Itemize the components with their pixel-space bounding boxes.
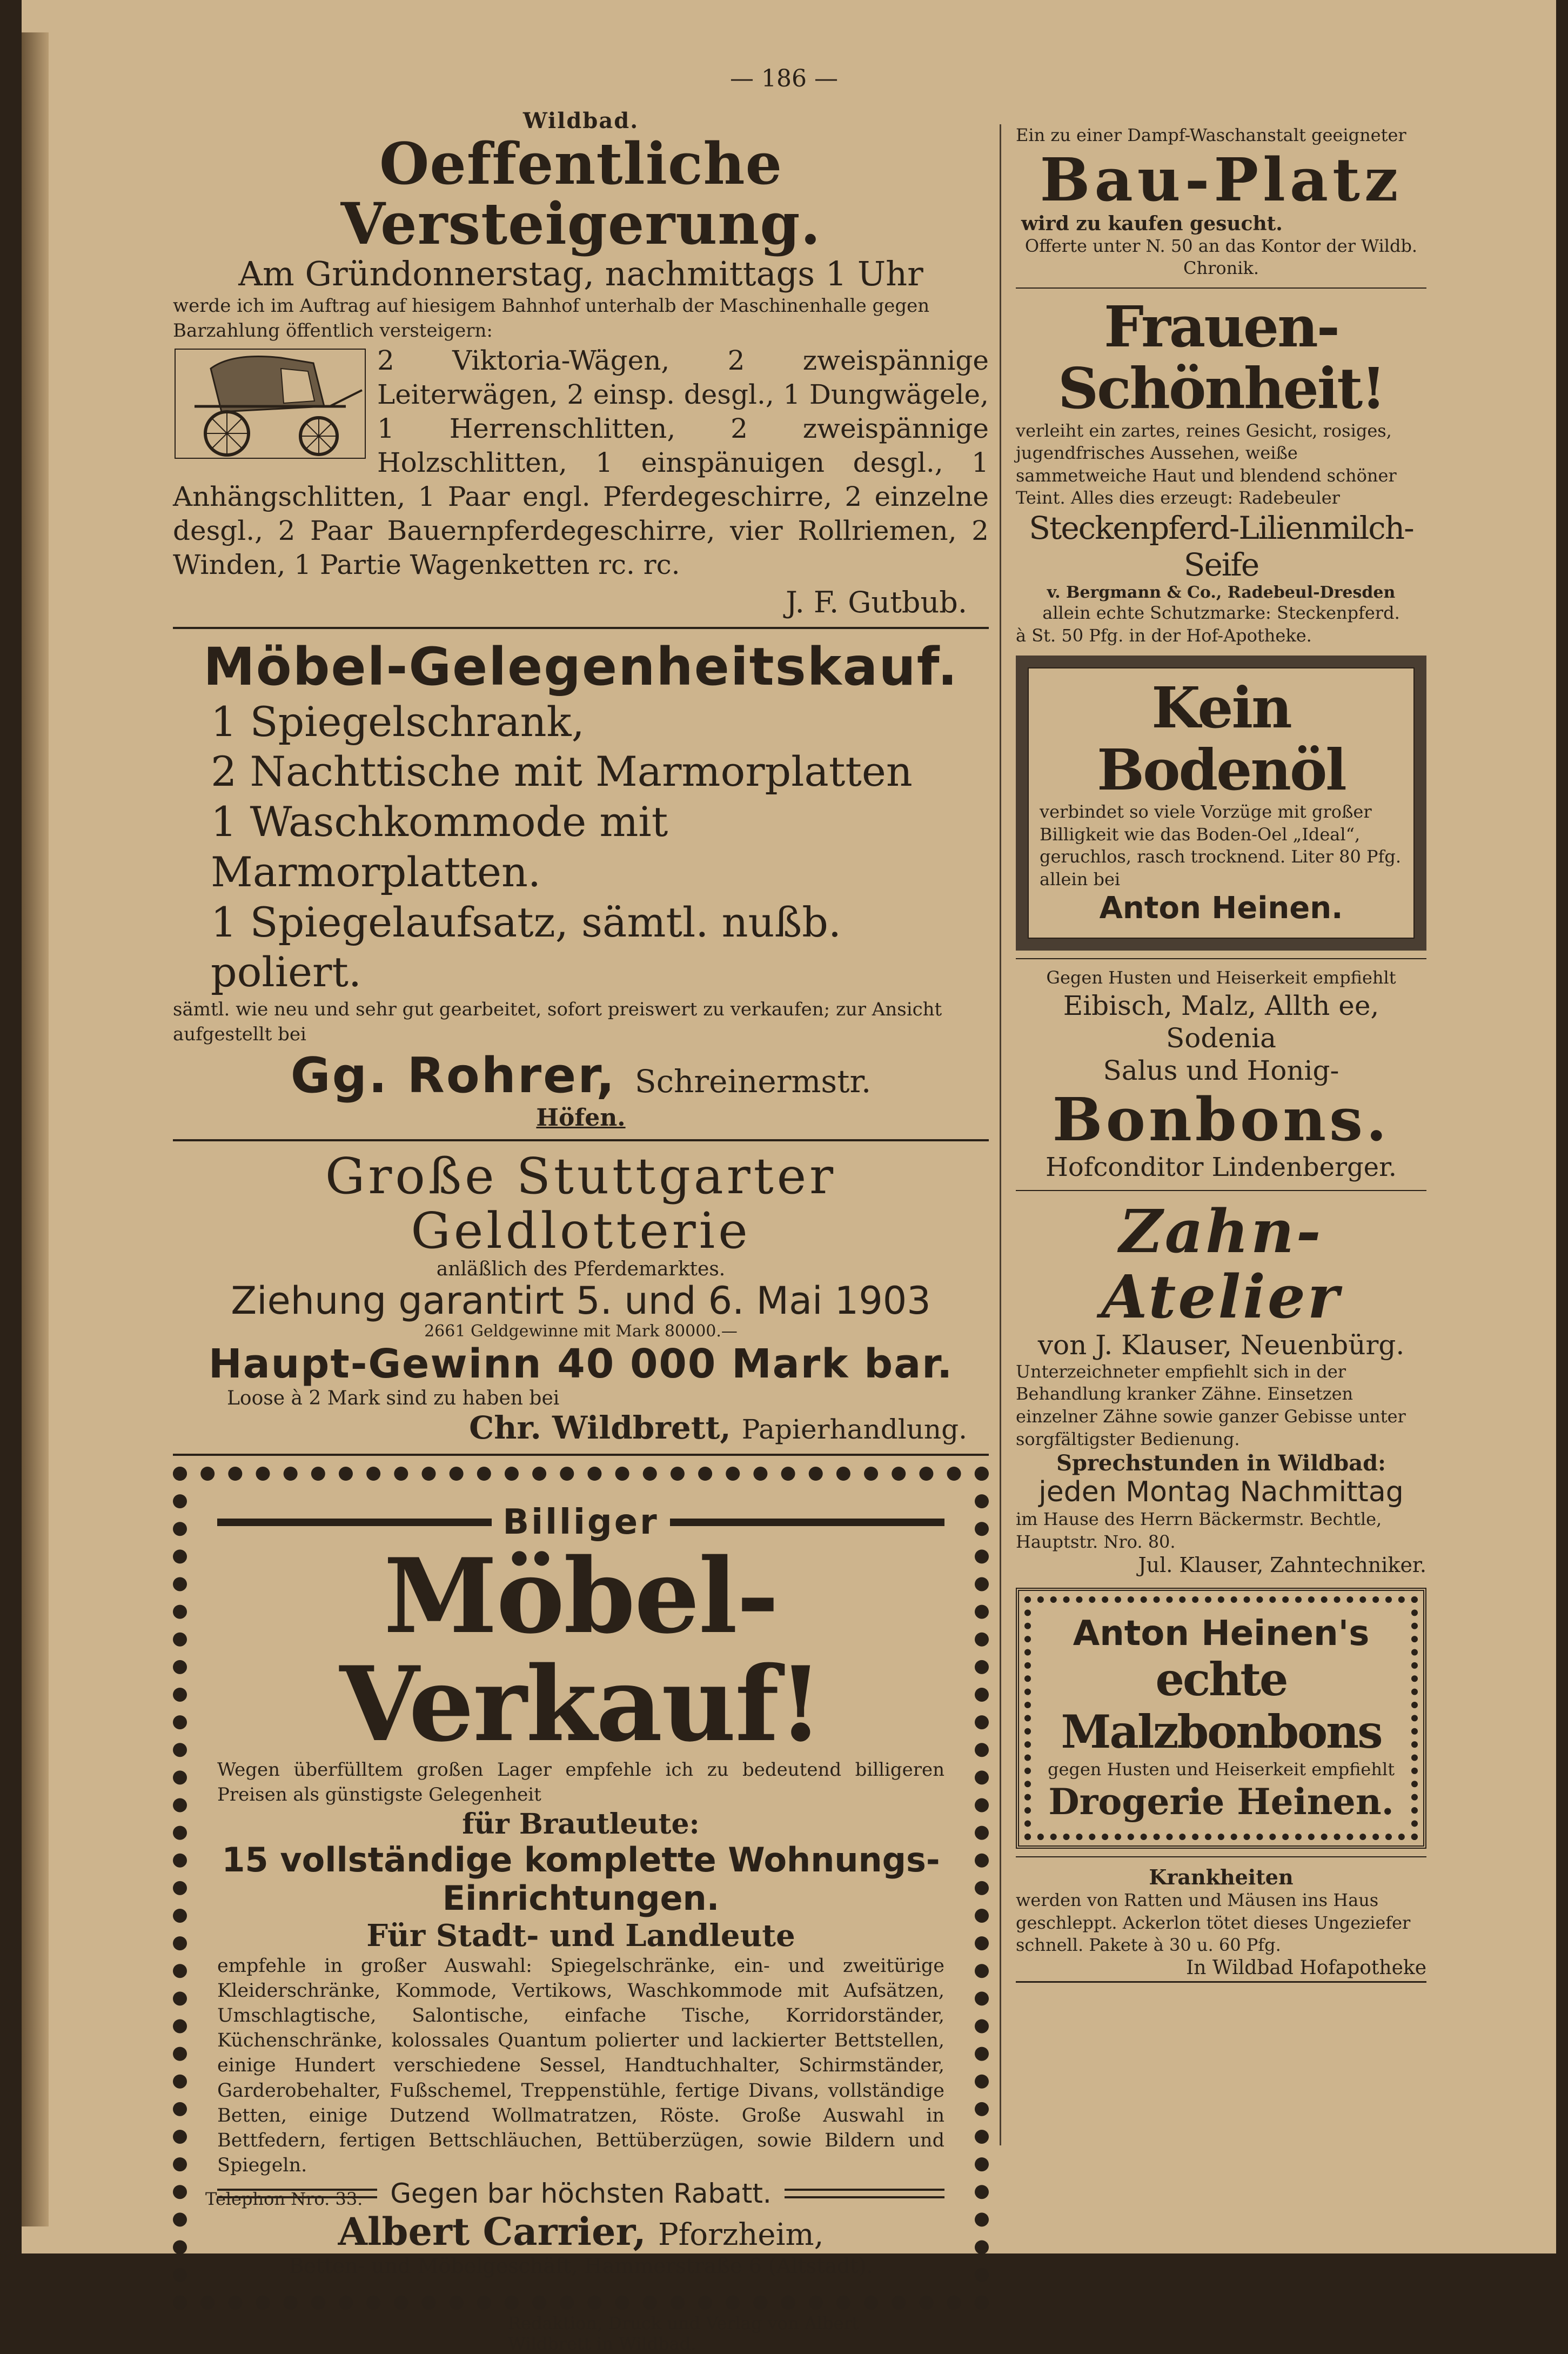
auction-subtitle: Am Gründonnerstag, nachmittags 1 Uhr xyxy=(238,253,923,293)
dentist-by: von J. Klauser, Neuenbürg. xyxy=(1037,1329,1405,1361)
floor-oil-text: verbindet so viele Vorzüge mit großer Billigkeit wie das Boden-Oel „Ideal“, geruchlos, rasch trocknend. Liter 80 Pfg. allein bei xyxy=(1040,801,1402,890)
pests-ad xyxy=(1016,1865,1426,1983)
seller-city: Pforzheim, xyxy=(658,2217,824,2253)
footer-telephone: Telephon Nro. 33. xyxy=(205,2189,363,2209)
furniture-sale-seller xyxy=(173,1047,989,1104)
page-binding-edge xyxy=(22,32,49,2226)
malt-bonbons-ad xyxy=(1016,1588,1426,1849)
auction-signature: J. F. Gutbub. xyxy=(786,585,967,619)
bonbons-line1: Eibisch, Malz, Allth ee, Sodenia xyxy=(1063,989,1379,1054)
pests-title: Krankheiten xyxy=(1149,1865,1294,1890)
bonbons-ad xyxy=(1016,967,1426,1182)
carrier-seller xyxy=(217,2209,944,2254)
floor-oil-ad xyxy=(1016,656,1426,951)
dentist-address: im Hause des Herrn Bäckermstr. Bechtle, Hauptstr. Nro. 80. xyxy=(1016,1509,1382,1552)
carrier-address: Betten- und Möbelgeschäft, Hammerstraße 6 (Altstadt). xyxy=(289,2254,873,2278)
divider xyxy=(173,1139,989,1141)
pests-seller: In Wildbad Hofapotheke xyxy=(1016,1957,1426,1983)
beauty-text: verleiht ein zartes, reines Gesicht, rosiges, jugendfrisches Aussehen, weiße sammetweiche Haut und blendend schöner Teint. Alles dies erzeugt: Radebeuler xyxy=(1016,420,1397,509)
furniture-sale-ad xyxy=(173,637,989,1132)
bonbons-line2: Salus und Honig- xyxy=(1103,1054,1339,1086)
furniture-sale-text: sämtl. wie neu und sehr gut gearbeitet, sofort preiswert zu verkaufen; zur Ansicht aufgestellt bei xyxy=(173,999,942,1045)
lottery-ad xyxy=(173,1149,989,1446)
dentist-day: jeden Montag Nachmittag xyxy=(1038,1476,1404,1509)
pests-text: werden von Ratten und Mäusen ins Haus geschleppt. Ackerlon tötet dieses Ungeziefer schnell. Pakete à 30 u. 60 Pfg. xyxy=(1016,1890,1411,1956)
auction-title: Oeffentliche Versteigerung. xyxy=(340,130,821,258)
malt-title: Anton Heinen's xyxy=(1073,1614,1370,1654)
beauty-ad xyxy=(1016,293,1426,647)
bonbons-seller: Hofconditor Lindenberger. xyxy=(1045,1152,1397,1182)
seller-trade: Papierhandlung. xyxy=(741,1414,967,1446)
auction-text: werde ich im Auftrag auf hiesigem Bahnhof unterhalb der Maschinenhalle gegen Barzahlung öffentlich versteigern: xyxy=(173,295,930,342)
lottery-lots: Loose à 2 Mark sind zu haben bei xyxy=(227,1387,560,1410)
beauty-title: Frauen-Schönheit! xyxy=(1057,293,1384,422)
seller-name: Gg. Rohrer, xyxy=(290,1047,617,1104)
lottery-subtitle: anläßlich des Pferdemarktes. xyxy=(436,1258,726,1281)
bonbons-title: Bonbons. xyxy=(1052,1084,1390,1154)
malt-product: echte Malzbonbons xyxy=(1061,1653,1382,1759)
carrier-title: Möbel-Verkauf! xyxy=(339,1536,822,1764)
furniture-item: 1 Spiegelaufsatz, sämtl. nußb. poliert. xyxy=(211,898,842,997)
building-plot-offer: Offerte unter N. 50 an das Kontor der Wildb. Chronik. xyxy=(1024,235,1418,279)
dentist-text: Unterzeichneter empfiehlt sich in der Behandlung kranker Zähne. Einsetzen einzelner Zähne sowie ganzer Gebisse unter sorgfältigster Bedienung. xyxy=(1016,1361,1406,1449)
carrier-main-offer: 15 vollständige komplette Wohnungs-Einrichtungen. xyxy=(222,1840,940,1918)
dentist-sign: Jul. Klauser, Zahntechniker. xyxy=(1138,1553,1426,1577)
left-column xyxy=(173,108,989,2310)
carrier-discount-text: Gegen bar höchsten Rabatt. xyxy=(390,2178,772,2210)
right-column xyxy=(1016,124,1426,1983)
building-plot-title: Bau-Platz xyxy=(1040,144,1403,215)
carrier-list: empfehle in großer Auswahl: Spiegelschränke, ein- und zweitürige Kleiderschränke, Kommode, Vertikows, Waschkommode mit Aufsätzen, Umschlagtische, Salontische, einfache Tische, Korridorständer, Küchenschränke, kolossales Quantum polierter und lackierter Bettstellen, einige Hundert verschiedene Sessel, Handtuchhalter, Schirmständer, Garderobehalter, Fußschemel, Treppenstühle, fertige Divans, vollständige Betten, einige Dutzend Wollmatratzen, Röste. Große Auswahl in Bettfedern, fertigen Bettschläuchen, Bettüberzügen, sowie Bildern und Spiegeln. xyxy=(217,1955,944,2177)
bonbons-intro: Gegen Husten und Heiserkeit empfiehlt xyxy=(1046,967,1396,988)
furniture-item: 2 Nachttische mit Marmorplatten xyxy=(211,747,913,796)
furniture-item: 1 Spiegelschrank, xyxy=(211,697,585,746)
divider xyxy=(1016,1190,1426,1191)
beauty-company: v. Bergmann & Co., Radebeul-Dresden xyxy=(1047,583,1396,602)
seller-trade: Schreinermstr. xyxy=(634,1062,872,1100)
divider xyxy=(1016,1856,1426,1857)
carrier-for-couples: für Brautleute: xyxy=(462,1808,700,1841)
beauty-soap: Steckenpferd-Lilienmilch-Seife xyxy=(1029,509,1413,583)
dentist-title: Zahn-Atelier xyxy=(1101,1196,1341,1332)
divider xyxy=(173,627,989,629)
furniture-sale-place: Höfen. xyxy=(536,1104,626,1132)
malt-text: gegen Husten und Heiserkeit empfiehlt xyxy=(1047,1758,1395,1780)
seller-name: Albert Carrier, xyxy=(338,2209,646,2255)
divider xyxy=(1016,958,1426,959)
malt-seller: Drogerie Heinen. xyxy=(1048,1781,1394,1823)
column-divider xyxy=(1000,124,1001,2145)
floor-oil-title: Kein Bodenöl xyxy=(1097,674,1345,803)
lottery-prize-count: 2661 Geldgewinne mit Mark 80000.— xyxy=(424,1322,738,1341)
lottery-seller xyxy=(173,1409,967,1446)
dentist-hours: Sprechstunden in Wildbad: xyxy=(1056,1450,1386,1476)
carrier-intro: Wegen überfülltem großen Lager empfehle ich zu bedeutend billigeren Preisen als günstigste Gelegenheit xyxy=(217,1759,944,1806)
lottery-main-prize: Haupt-Gewinn 40 000 Mark bar. xyxy=(208,1341,954,1388)
lottery-draw-date: Ziehung garantirt 5. und 6. Mai 1903 xyxy=(231,1279,931,1323)
auction-ad xyxy=(173,108,989,619)
furniture-sale-title: Möbel-Gelegenheitskauf. xyxy=(203,636,959,697)
building-plot-intro: Ein zu einer Dampf-Waschanstalt geeigneter xyxy=(1016,125,1406,145)
floor-oil-seller: Anton Heinen. xyxy=(1099,891,1343,926)
beauty-mark: allein echte Schutzmarke: Steckenpferd. xyxy=(1042,602,1400,623)
building-plot-ad xyxy=(1016,124,1426,280)
footer-imprint: Redaktion, Druck und Verlag von Albert Wildbrett in Wildbad. xyxy=(508,2313,859,2354)
divider xyxy=(173,1454,989,1456)
furniture-item: 1 Waschkommode mit Marmorplatten. xyxy=(211,798,668,896)
carriage-illustration xyxy=(173,347,367,460)
building-plot-buy: wird zu kaufen gesucht. xyxy=(1021,212,1283,235)
auction-list: 2 Viktoria-Wägen, 2 zweispännige Leiterwägen, 2 einsp. desgl., 1 Dungwägele, 1 Herrenschlitten, 2 zweispännige Holzschlitten, 1 einspänuigen desgl., 1 Anhängschlitten, 1 Paar engl. Pferdegeschirre, 2 einzelne desgl., 2 Paar Bauernpferdegeschirre, vier Rollriemen, 2 Winden, 1 Partie Wagenketten rc. rc. xyxy=(173,344,989,580)
lottery-title: Große Stuttgarter Geldlotterie xyxy=(325,1147,837,1260)
dentist-ad xyxy=(1016,1196,1426,1577)
auction-place: Wildbad. xyxy=(522,108,639,133)
seller-name: Chr. Wildbrett, xyxy=(469,1409,731,1447)
page-number: — 186 — xyxy=(730,65,838,92)
carrier-head-label: Billiger xyxy=(502,1502,659,1543)
carrier-for-all: Für Stadt- und Landleute xyxy=(366,1917,795,1954)
carrier-furniture-ad xyxy=(173,1467,989,2310)
beauty-price: à St. 50 Pfg. in der Hof-Apotheke. xyxy=(1016,625,1312,646)
divider xyxy=(1016,287,1426,289)
